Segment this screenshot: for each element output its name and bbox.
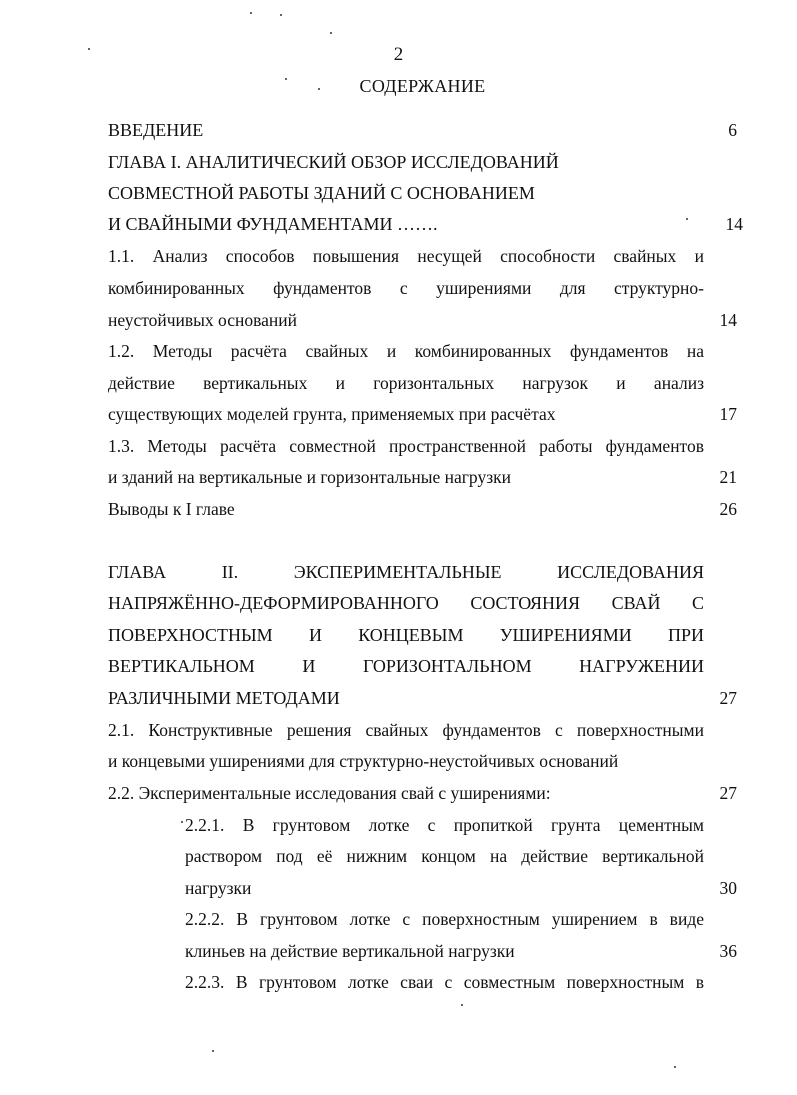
toc-line: и концевыми уширениями для структурно-неустойчивых оснований [108,751,619,771]
scan-speck [212,1050,214,1052]
toc-page-number: 14 [719,310,737,330]
toc-page-number: 26 [719,499,737,519]
toc-line: 2.2.1. В грунтовом лотке с пропиткой грунта цементным [185,815,704,835]
toc-page-number: 17 [719,404,737,424]
toc-line: 2.2. Экспериментальные исследования свай с уширениями: [108,783,551,803]
toc-line: 2.1. Конструктивные решения свайных фундаментов с поверхностными [108,720,704,740]
toc-line: нагрузки [185,878,252,898]
toc-line: ПОВЕРХНОСТНЫМ И КОНЦЕВЫМ УШИРЕНИЯМИ ПРИ [108,625,704,645]
scan-speck [330,32,332,34]
toc-page-number: 14 [725,214,743,234]
toc-line: 2.2.3. В грунтовом лотке сваи с совместным поверхностным в [185,972,704,992]
toc-line: неустойчивых оснований [108,310,298,330]
toc-line: РАЗЛИЧНЫМИ МЕТОДАМИ [108,688,340,708]
toc-line: 1.3. Методы расчёта совместной пространственной работы фундаментов [108,436,704,456]
toc-line: раствором под её нижним концом на действие вертикальной [185,846,704,866]
scan-speck [461,1004,463,1006]
toc-line: Выводы к I главе [108,499,235,519]
toc-page-number: 27 [719,783,737,803]
toc-page-number: 6 [728,120,737,140]
scan-speck [674,1066,676,1068]
scan-speck [285,78,287,80]
toc-line: ВЕРТИКАЛЬНОМ И ГОРИЗОНТАЛЬНОМ НАГРУЖЕНИИ [108,656,704,676]
toc-page-number: 36 [719,941,737,961]
toc-line: действие вертикальных и горизонтальных нагрузок и анализ [108,373,704,393]
toc-page-number: 21 [719,467,737,487]
toc-page-number: 30 [719,878,737,898]
toc-line: существующих моделей грунта, применяемых при расчётах [108,404,556,424]
page-title: СОДЕРЖАНИЕ [359,76,486,96]
scan-speck [686,218,688,220]
toc-line: ВВЕДЕНИЕ [108,120,204,140]
toc-line: ГЛАВА II. ЭКСПЕРИМЕНТАЛЬНЫЕ ИССЛЕДОВАНИЯ [108,562,704,582]
toc-line: НАПРЯЖЁННО-ДЕФОРМИРОВАННОГО СОСТОЯНИЯ СВАЙ С [108,593,704,613]
scan-speck [88,48,90,50]
toc-line: комбинированных фундаментов с уширениями для структурно- [108,278,704,298]
scan-speck [181,821,183,823]
page-number: 2 [393,44,404,65]
toc-page-number: 27 [719,688,737,708]
toc-line: ГЛАВА I. АНАЛИТИЧЕСКИЙ ОБЗОР ИССЛЕДОВАНИЙ [108,152,559,172]
toc-line: И СВАЙНЫМИ ФУНДАМЕНТАМИ ……. [108,214,438,234]
toc-line: 1.1. Анализ способов повышения несущей способности свайных и [108,246,704,266]
scan-speck [250,12,252,14]
toc-line: клиньев на действие вертикальной нагрузки [185,941,515,961]
scan-speck [280,14,282,16]
toc-line: СОВМЕСТНОЙ РАБОТЫ ЗДАНИЙ С ОСНОВАНИЕМ [108,183,535,203]
toc-line: и зданий на вертикальные и горизонтальные нагрузки [108,467,511,487]
toc-line: 2.2.2. В грунтовом лотке с поверхностным уширением в виде [185,909,704,929]
scan-speck [318,88,320,90]
toc-line: 1.2. Методы расчёта свайных и комбинированных фундаментов на [108,341,704,361]
